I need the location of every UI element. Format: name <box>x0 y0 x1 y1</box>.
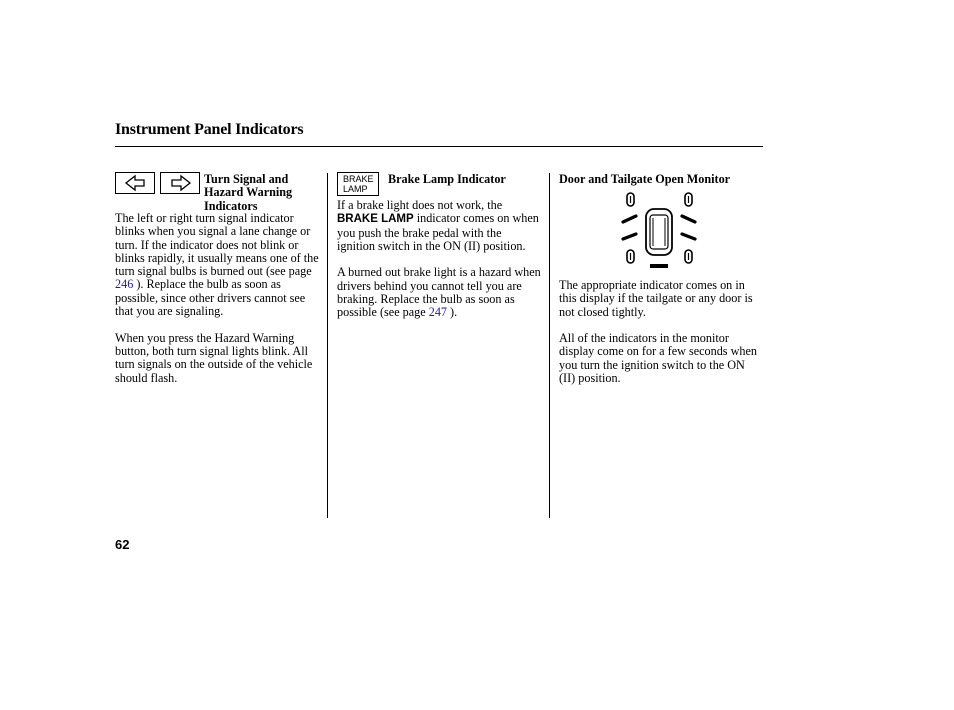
door-monitor-heading: Door and Tailgate Open Monitor <box>559 172 731 186</box>
turn-signal-text <box>115 212 323 385</box>
door-monitor-icon <box>618 191 700 271</box>
brake-lamp-icon-line1: BRAKE <box>343 174 374 184</box>
turn-signal-p1-a: The left or right turn signal indicator blinks when you signal a lane change or turn. If the indicator does not blink or blinks rapidly, it usually means one of the turn signal bulbs is burned out (see page <box>115 211 319 279</box>
turn-signal-heading-line3: Indicators <box>204 198 258 213</box>
turn-signal-heading-line2: Hazard Warning <box>204 185 293 200</box>
page-link-247[interactable]: 247 <box>428 305 447 320</box>
brake-lamp-p2-b: ). <box>447 305 458 320</box>
brake-lamp-p1-a: If a brake light does not work, the <box>337 198 503 212</box>
door-monitor-paragraph-2: All of the indicators in the monitor display come on for a few seconds when you turn the ignition switch to the ON (II) position. <box>559 331 757 386</box>
left-arrow-icon <box>115 172 155 194</box>
door-monitor-paragraph-1: The appropriate indicator comes on in this display if the tailgate or any door is not closed tightly. <box>559 278 753 319</box>
brake-lamp-term: BRAKE LAMP <box>337 213 414 226</box>
brake-lamp-heading: Brake Lamp Indicator <box>388 172 506 186</box>
brake-lamp-icon <box>337 172 379 196</box>
turn-signal-paragraph-1 <box>115 212 323 318</box>
brake-lamp-paragraph-2 <box>337 266 541 319</box>
brake-lamp-text <box>337 199 541 320</box>
page-number: 62 <box>115 537 130 552</box>
turn-signal-heading <box>204 173 292 213</box>
brake-lamp-paragraph-1 <box>337 199 541 253</box>
page-title: Instrument Panel Indicators <box>115 121 304 138</box>
door-monitor-text <box>559 279 759 385</box>
title-rule <box>115 146 763 147</box>
right-arrow-icon <box>160 172 200 194</box>
brake-lamp-icon-line2: LAMP <box>343 183 368 194</box>
turn-signal-heading-line1: Turn Signal and <box>204 172 289 186</box>
turn-signal-paragraph-2: When you press the Hazard Warning button, both turn signal lights blink. All turn signals on the outside of the vehicle should flash. <box>115 330 313 385</box>
column-divider-2 <box>549 173 550 518</box>
turn-signal-p1-b: ). Replace the bulb as soon as possible, since other drivers cannot see that you are signaling. <box>115 277 306 319</box>
page-link-246[interactable]: 246 <box>115 277 134 292</box>
column-divider-1 <box>327 173 328 518</box>
brake-lamp-p2-a: A burned out brake light is a hazard when drivers behind you cannot tell you are braking. Replace the bulb as soon as possible (see page <box>337 265 541 320</box>
brake-lamp-p1-b: indicator comes on when you push the brake pedal with the ignition switch in the ON (II) position. <box>337 211 539 253</box>
